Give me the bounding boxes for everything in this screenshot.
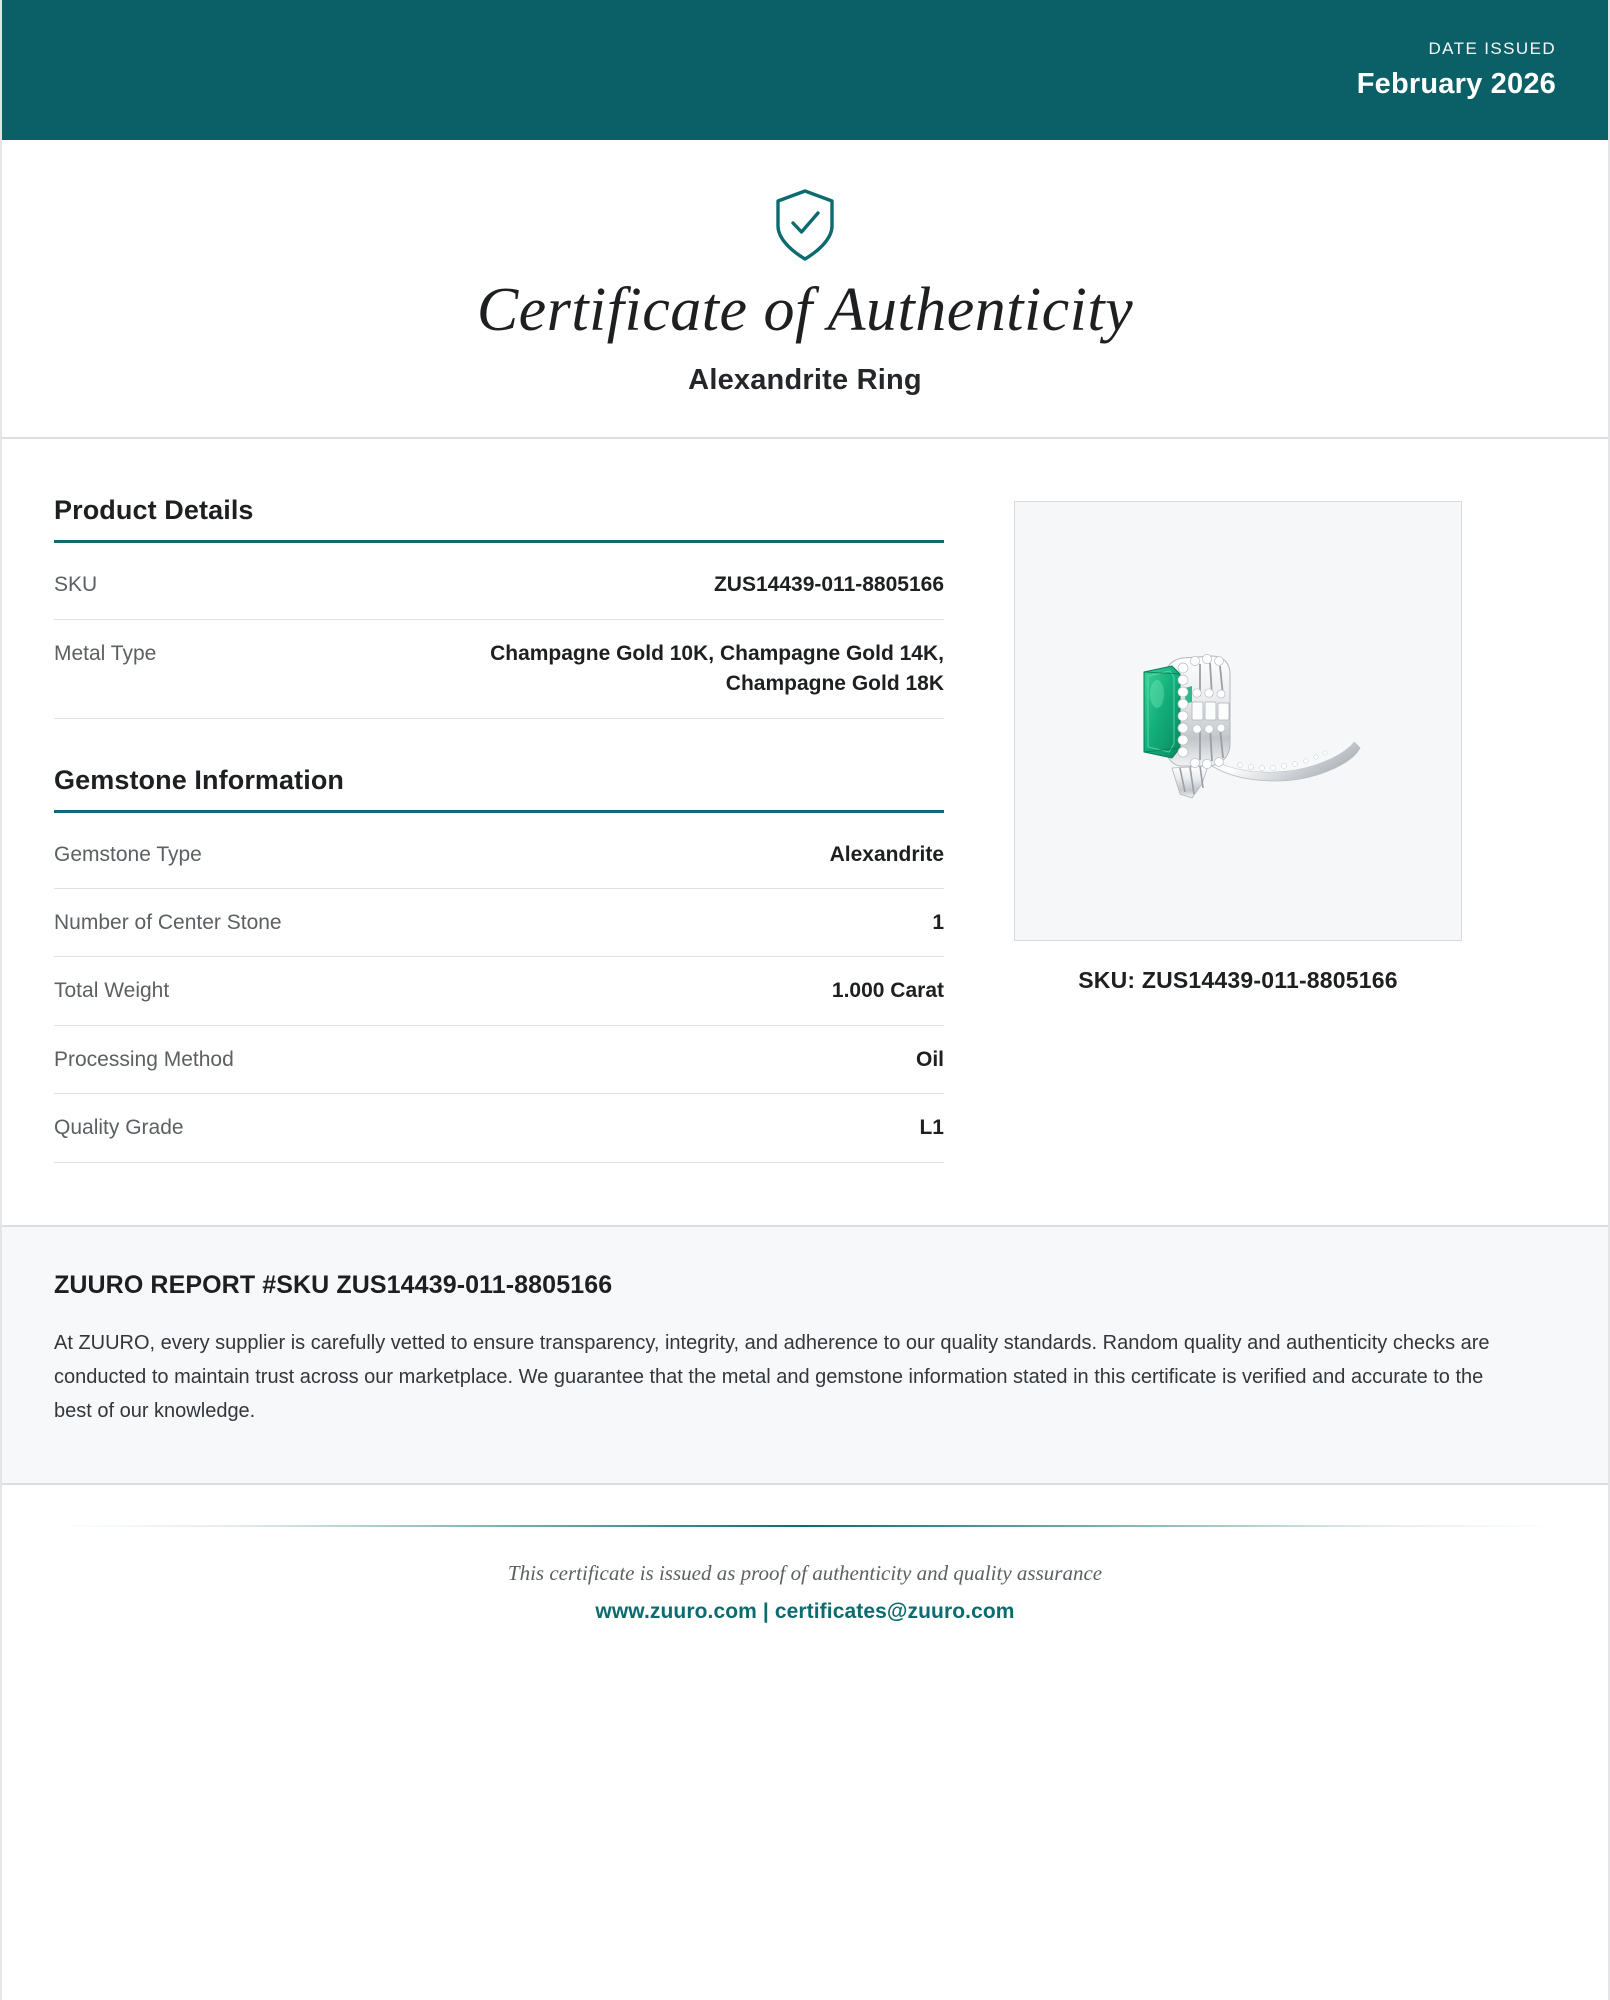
section-spacer — [54, 719, 944, 765]
gemstone-information-section — [54, 765, 944, 1163]
spec-label: Total Weight — [54, 979, 170, 1003]
report-title: ZUURO REPORT #SKU ZUS14439-011-8805166 — [54, 1270, 613, 1299]
page-title: Certificate of Authenticity — [476, 276, 1134, 344]
date-issued-label: DATE ISSUED — [1428, 39, 1556, 58]
header-band — [2, 0, 1608, 140]
date-issued-value: February 2026 — [1356, 68, 1556, 100]
email-link[interactable]: certificates@zuuro.com — [774, 1599, 1015, 1623]
gemstone-information-table — [54, 821, 944, 1163]
gemstone-information-heading: Gemstone Information — [54, 764, 345, 795]
spec-label: Gemstone Type — [54, 842, 202, 866]
spec-value: Alexandrite — [829, 842, 944, 866]
table-row — [54, 551, 944, 619]
product-image-caption: SKU: ZUS14439-011-8805166 — [1078, 967, 1398, 994]
alexandrite-ring-image — [1088, 616, 1388, 826]
table-row — [54, 1026, 944, 1094]
spec-value: Champagne Gold 10K, Champagne Gold 14K, Champagne Gold 18K — [490, 641, 944, 696]
product-image-column — [1014, 495, 1556, 994]
section-underline — [54, 540, 944, 543]
spec-value: ZUS14439-011-8805166 — [713, 573, 944, 597]
footer-contact — [54, 1600, 1556, 1624]
details-column — [54, 495, 1014, 1163]
table-row — [54, 1094, 944, 1162]
spec-value: Oil — [915, 1047, 944, 1071]
spec-label: Number of Center Stone — [54, 910, 282, 934]
footer-divider — [54, 1525, 1556, 1527]
table-row — [54, 821, 944, 889]
product-details-section — [54, 495, 944, 718]
main-content — [2, 439, 1608, 1227]
table-row — [54, 620, 944, 719]
spec-label: SKU — [54, 573, 98, 597]
table-row — [54, 889, 944, 957]
report-body: At ZUURO, every supplier is carefully vetted to ensure transparency, integrity, and adherence to our quality standards. Random quality and authenticity checks are conducted to maintain trust across our marketplace. We guarantee that the metal and gemstone information stated in this certificate is verified and accurate to the best of our knowledge. — [54, 1331, 1490, 1423]
website-link[interactable]: www.zuuro.com — [595, 1599, 757, 1623]
table-row — [54, 957, 944, 1025]
shield-check-icon — [773, 188, 837, 262]
footer-tagline: This certificate is issued as proof of authenticity and quality assurance — [507, 1560, 1103, 1585]
title-block — [2, 140, 1608, 439]
product-details-heading: Product Details — [54, 495, 254, 526]
spec-value: 1.000 Carat — [831, 979, 944, 1003]
footer-separator: | — [762, 1599, 769, 1623]
spec-label: Metal Type — [54, 641, 157, 665]
spec-label: Processing Method — [54, 1047, 234, 1071]
spec-label: Quality Grade — [54, 1116, 184, 1140]
page-subtitle: Alexandrite Ring — [688, 364, 922, 397]
section-underline — [54, 810, 944, 813]
product-image-frame — [1014, 501, 1462, 941]
spec-value: 1 — [932, 910, 944, 934]
spec-value: L1 — [919, 1116, 944, 1140]
product-details-table — [54, 551, 944, 718]
report-section — [2, 1227, 1608, 1485]
footer — [2, 1485, 1608, 1624]
